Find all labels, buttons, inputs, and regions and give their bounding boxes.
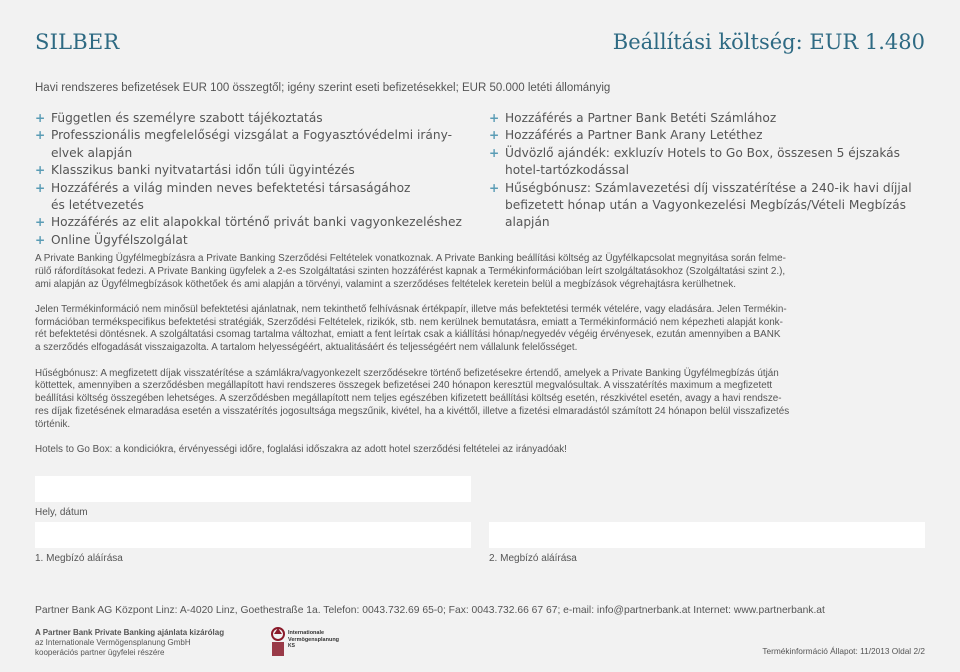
body-paragraph: Hotels to Go Box: a kondiciókra, érvényességi időre, foglalási időszakra az adott hotel szerződési feltételei az irányadóak! xyxy=(35,444,567,456)
plus-icon: + xyxy=(35,128,46,143)
setup-fee-title: Beállítási költség: EUR 1.480 xyxy=(612,30,925,54)
features-right-item-text: hotel-tartózkodással xyxy=(505,163,629,178)
plus-icon: + xyxy=(35,180,46,195)
features-right-item-text: Hűségbónusz: Számlavezetési díj visszatérítése a 240-ik havi díjjal xyxy=(505,180,912,195)
footer-contact: Partner Bank AG Központ Linz: A-4020 Linz, Goethestraße 1a. Telefon: 0043.732.69 65-0; Fax: 0043.732.66 67 67; e-mail: info@partnerbank.at Internet: www.partnerbank.at xyxy=(35,605,825,616)
signature-1-field[interactable] xyxy=(35,522,471,548)
body-text xyxy=(35,253,930,469)
plus-icon: + xyxy=(489,180,500,195)
brand-title: SILBER xyxy=(35,30,120,54)
features-right-item-text: alapján xyxy=(505,215,550,230)
subtitle: Havi rendszeres befizetések EUR 100 összegtől; igény szerint eseti befizetésekkel; EUR 50.000 letéti állományig xyxy=(35,82,611,94)
plus-icon: + xyxy=(35,163,46,178)
footer-disclaimer-line-2: az Internationale Vermögensplanung GmbH xyxy=(35,638,191,647)
place-date-label: Hely, dátum xyxy=(35,507,88,518)
logo-line-3: KS xyxy=(288,643,295,649)
features-left-item-text: Független és személyre szabott tájékoztatás xyxy=(51,111,323,125)
plus-icon: + xyxy=(489,128,500,143)
footer-disclaimer-line-3: kooperációs partner ügyfelei részére xyxy=(35,648,165,657)
plus-icon: + xyxy=(35,215,46,230)
footer-disclaimer-line-1: A Partner Bank Private Banking ajánlata kizárólag xyxy=(35,628,225,637)
features-left-item-text: Professzionális megfelelőségi vizsgálat a Fogyasztóvédelmi irány- xyxy=(51,128,452,143)
features-left-item xyxy=(35,180,480,215)
plus-icon: + xyxy=(35,232,46,247)
footer-disclaimer xyxy=(35,628,224,658)
page-info: Termékinformáció Állapot: 11/2013 Oldal 2/2 xyxy=(762,646,925,656)
feature-list-left xyxy=(35,110,480,249)
features-right-item xyxy=(489,145,929,180)
features-left-item-text: Online Ügyfélszolgálat xyxy=(51,232,188,247)
features-left-item xyxy=(35,110,480,127)
logo-text xyxy=(288,630,339,650)
body-paragraph: A Private Banking Ügyfélmegbízásra a Private Banking Szerződési Feltételek vonatkoznak. A Private Banking beállítási költség az Ügyfélkapcsolat megnyitása során felme- rülő ráfordításokat fedezi. A Private Banking ügyfelek a 2-es Szolgáltatási szinten hozzáférést kapnak a Termékinformációban leírt szolgáltatásokhoz (Szolgáltatási szint 2.), ami alapján az Ügyfélmegbízások köthetőek és ami alapján a törvényi, valamint a szerződéses feltételek keretein belül a megbízások végrehajtásra kerülhetnek. xyxy=(35,253,786,290)
features-left-item xyxy=(35,232,480,249)
features-right-item xyxy=(489,180,929,232)
features-left-item xyxy=(35,127,480,162)
logo-line-1: Internationale xyxy=(288,630,325,636)
signature-1-label: 1. Megbízó aláírása xyxy=(35,553,123,564)
plus-icon: + xyxy=(489,111,500,125)
features-right-item xyxy=(489,110,929,127)
features-left-item-text: Hozzáférés az elit alapokkal történő privát banki vagyonkezeléshez xyxy=(51,215,462,230)
feature-list-right xyxy=(489,110,929,232)
features-right-item-text: Hozzáférés a Partner Bank Arany Letéthez xyxy=(505,128,763,143)
features-left-item-text: elvek alapján xyxy=(51,145,133,160)
plus-icon: + xyxy=(489,145,500,160)
features-right-item xyxy=(489,127,929,144)
features-right-item-text: Hozzáférés a Partner Bank Betéti Számlához xyxy=(505,111,777,125)
features-left-item-text: Hozzáférés a világ minden neves befektetési társaságához xyxy=(51,180,411,195)
features-left-item-text: Klasszikus banki nyitvatartási időn túli ügyintézés xyxy=(51,163,355,178)
signature-2-label: 2. Megbízó aláírása xyxy=(489,553,577,564)
features-left-item xyxy=(35,214,480,231)
body-paragraph: Hűségbónusz: A megfizetett díjak visszatérítése a számlákra/vagyonkezelt szerződésekre történő befizetésekre értendő, amelyek a Private Banking Ügyfélmegbízás útján köttettek, amennyiben a szerződésben megállapított havi rendszeres összegek befizetései 240 hónapon keresztül megvalósultak. A visszatérítés maximum a megfizetett beállítási költség összegében lehetséges. A szerződésben megállapított nem teljes egészében kifizetett beállítási költség esetén, részkivétel esetén, avagy a havi rendsze- res díjak fizetésének elmaradása esetén a visszatérítés jogosultsága megszűnik, kivétel, ha a kivéttől, illetve a fizetési elmaradástól számított 24 hónapon belül visszafizetés történik. xyxy=(35,367,790,430)
features-right-item-text: befizetett hónap után a Vagyonkezelési Megbízás/Vételi Megbízás xyxy=(505,198,907,213)
plus-icon: + xyxy=(35,111,46,125)
logo-line-2: Vermögensplanung xyxy=(288,636,340,643)
features-left-item xyxy=(35,162,480,179)
signature-2-field[interactable] xyxy=(489,522,925,548)
features-left-item-text: és letétvezetés xyxy=(51,198,144,213)
body-paragraph: Jelen Termékinformáció nem minősül befektetési ajánlatnak, nem tekinthető felhívásnak értékpapír, illetve más befektetési termék vételére, vagy eladására. Jelen Termékin- formációban termékspecifikus befektetési stratégiák, Szerződési Feltételek, rizikók, stb. nem kerülnek bemutatásra, emiatt a Termékinformáció nem képezheti alapját konk- rét befektetési döntésnek. A szolgáltatási csomag tartalma változhat, emiatt a fent leírtak csak a kiállítási hónap/negyedév végéig érvényesek, ezután amennyiben a BANK a szerződés elfogadását visszaigazolta. A tartalom helyességéért, aktualitásáért és teljességéért nem vállalunk felelősséget. xyxy=(35,303,787,354)
features-right-item-text: Üdvözlő ajándék: exkluzív Hotels to Go Box, összesen 5 éjszakás xyxy=(505,145,900,160)
place-date-field[interactable] xyxy=(35,476,471,502)
